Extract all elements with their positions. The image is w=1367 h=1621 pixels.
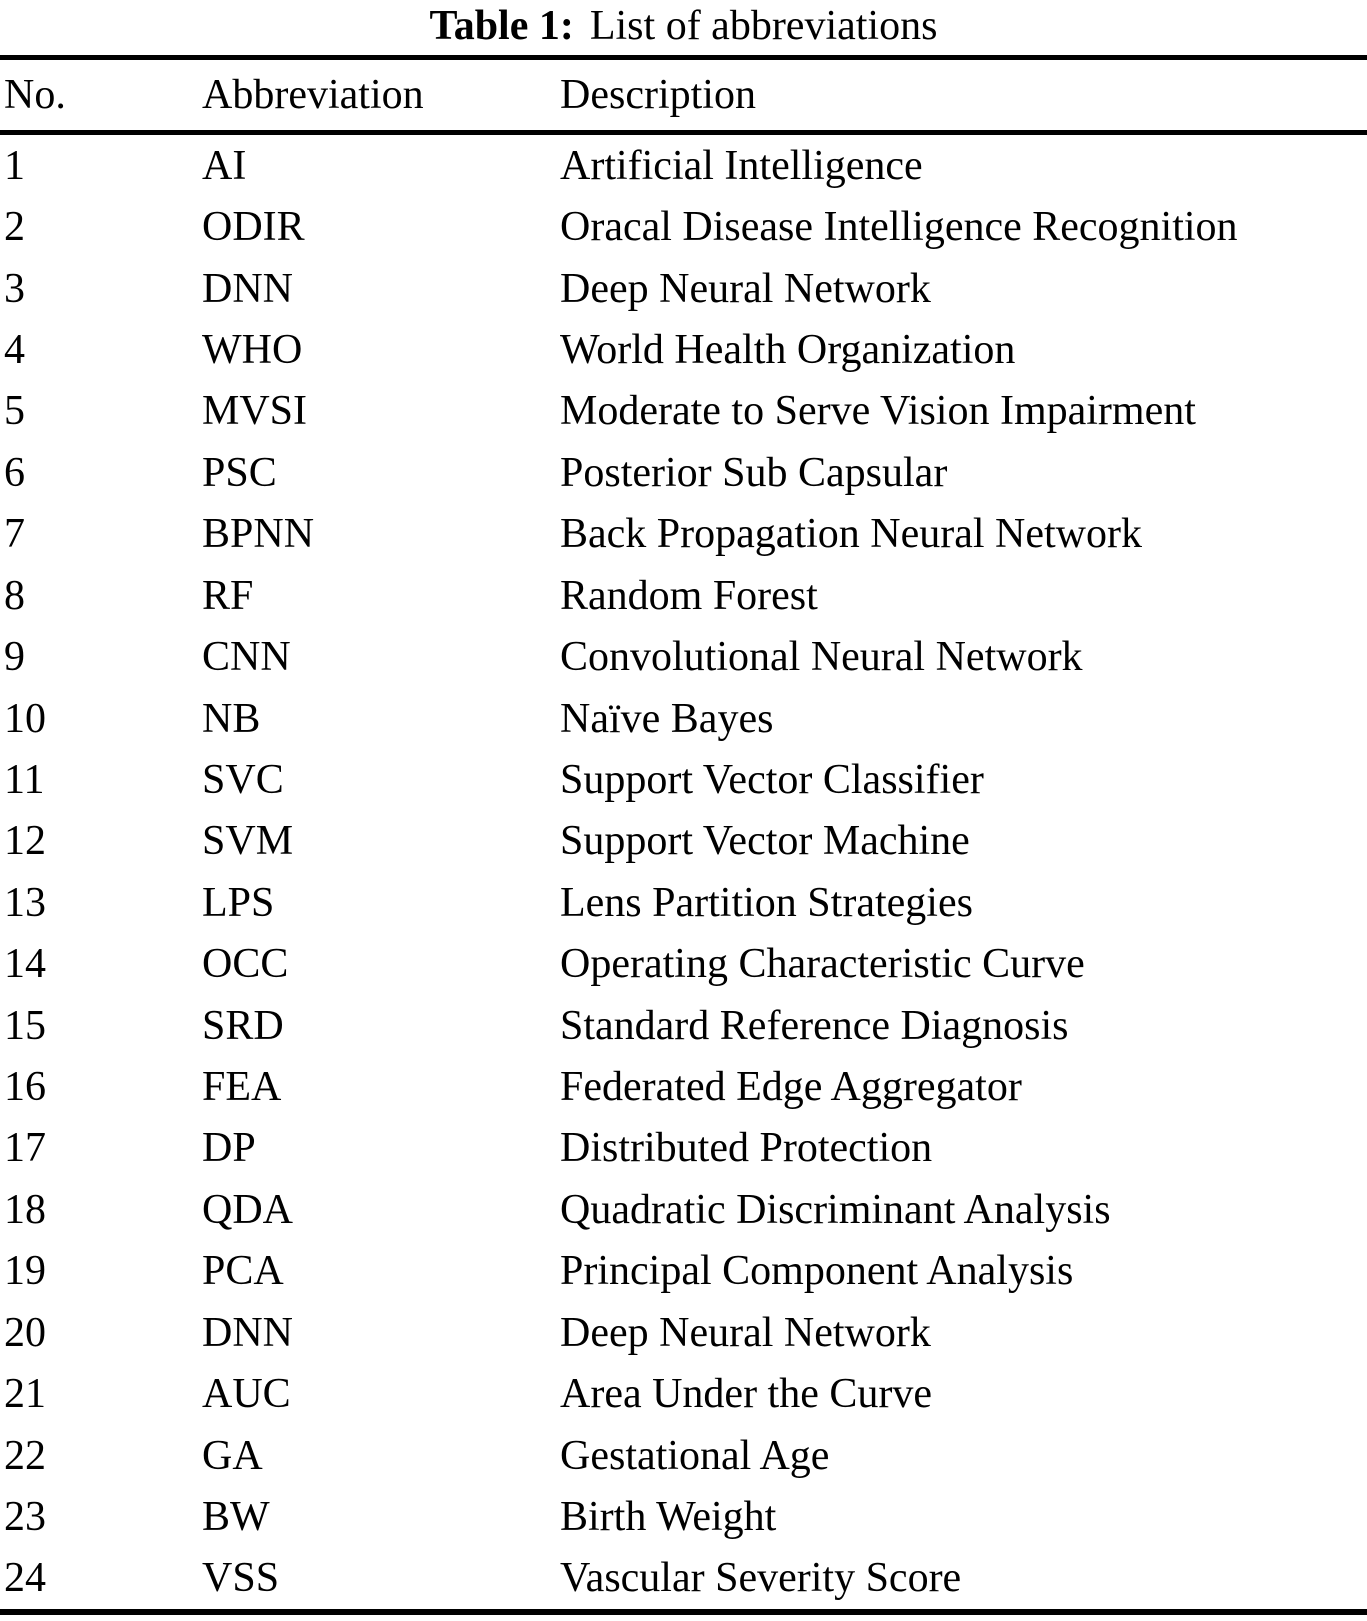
row-description: Convolutional Neural Network (560, 634, 1083, 681)
table-row (0, 1548, 1367, 1609)
header-no: No. (4, 72, 66, 118)
row-no: 11 (4, 756, 45, 803)
table-caption-label: Table 1: (429, 3, 574, 49)
row-description: Lens Partition Strategies (560, 879, 973, 926)
row-description: Support Vector Machine (560, 818, 970, 865)
row-description: Back Propagation Neural Network (560, 511, 1142, 558)
row-abbreviation: SVM (202, 818, 294, 865)
table-row (0, 258, 1367, 319)
row-abbreviation: QDA (202, 1186, 293, 1233)
table-body (0, 135, 1367, 1609)
table-row (0, 688, 1367, 749)
table-row (0, 749, 1367, 810)
table-row (0, 319, 1367, 380)
row-no: 24 (4, 1555, 46, 1602)
row-abbreviation: NB (202, 695, 261, 742)
row-no: 12 (4, 818, 46, 865)
row-no: 19 (4, 1248, 46, 1295)
row-no: 2 (4, 204, 25, 251)
table-row (0, 1302, 1367, 1363)
row-abbreviation: ODIR (202, 204, 305, 251)
row-no: 5 (4, 388, 25, 435)
row-no: 9 (4, 634, 25, 681)
row-abbreviation: AI (202, 142, 247, 189)
row-description: Deep Neural Network (560, 1309, 931, 1356)
row-no: 13 (4, 879, 46, 926)
table-row (0, 933, 1367, 994)
row-abbreviation: FEA (202, 1064, 282, 1111)
table-row (0, 1118, 1367, 1179)
row-description: Federated Edge Aggregator (560, 1064, 1022, 1111)
row-abbreviation: AUC (202, 1371, 291, 1418)
row-no: 8 (4, 572, 25, 619)
row-no: 20 (4, 1309, 46, 1356)
row-description: Birth Weight (560, 1493, 777, 1540)
row-description: Random Forest (560, 572, 818, 619)
row-no: 1 (4, 142, 25, 189)
row-description: Operating Characteristic Curve (560, 941, 1085, 988)
row-description: Quadratic Discriminant Analysis (560, 1186, 1111, 1233)
row-description: Distributed Protection (560, 1125, 933, 1172)
table-row (0, 811, 1367, 872)
row-no: 6 (4, 449, 25, 496)
row-abbreviation: DP (202, 1125, 256, 1172)
row-abbreviation: LPS (202, 879, 275, 926)
table-row (0, 1363, 1367, 1424)
row-description: Standard Reference Diagnosis (560, 1002, 1069, 1049)
row-no: 21 (4, 1371, 46, 1418)
row-abbreviation: CNN (202, 634, 291, 681)
row-description: Naïve Bayes (560, 695, 774, 742)
table-row (0, 504, 1367, 565)
row-description: Area Under the Curve (560, 1371, 933, 1418)
row-description: Support Vector Classifier (560, 756, 984, 803)
table-header-row (0, 60, 1367, 130)
table-row (0, 626, 1367, 687)
table-row (0, 196, 1367, 257)
row-abbreviation: RF (202, 572, 254, 619)
row-no: 7 (4, 511, 25, 558)
table-row (0, 995, 1367, 1056)
row-no: 23 (4, 1493, 46, 1540)
row-description: Moderate to Serve Vision Impairment (560, 388, 1196, 435)
table-row (0, 135, 1367, 196)
header-description: Description (560, 72, 756, 118)
row-abbreviation: GA (202, 1432, 263, 1479)
row-abbreviation: WHO (202, 326, 303, 373)
table-row (0, 872, 1367, 933)
row-abbreviation: PCA (202, 1248, 284, 1295)
table-row (0, 381, 1367, 442)
row-abbreviation: OCC (202, 941, 289, 988)
bottom-rule (0, 1609, 1367, 1615)
row-abbreviation: SRD (202, 1002, 284, 1049)
table-row (0, 1425, 1367, 1486)
table-caption-text: List of abbreviations (589, 3, 938, 49)
row-abbreviation: VSS (202, 1555, 280, 1602)
row-description: Gestational Age (560, 1432, 830, 1479)
row-no: 15 (4, 1002, 46, 1049)
row-description: Principal Component Analysis (560, 1248, 1074, 1295)
row-description: World Health Organization (560, 326, 1016, 373)
table-row (0, 1056, 1367, 1117)
row-no: 17 (4, 1125, 46, 1172)
table-row (0, 1241, 1367, 1302)
row-description: Oracal Disease Intelligence Recognition (560, 204, 1238, 251)
row-description: Deep Neural Network (560, 265, 931, 312)
row-description: Artificial Intelligence (560, 142, 923, 189)
row-no: 4 (4, 326, 25, 373)
row-abbreviation: BPNN (202, 511, 315, 558)
table-row (0, 565, 1367, 626)
row-abbreviation: DNN (202, 265, 293, 312)
table-row (0, 1179, 1367, 1240)
row-abbreviation: PSC (202, 449, 277, 496)
header-abbreviation: Abbreviation (202, 72, 424, 118)
table-row (0, 442, 1367, 503)
row-description: Posterior Sub Capsular (560, 449, 948, 496)
row-no: 22 (4, 1432, 46, 1479)
row-no: 3 (4, 265, 25, 312)
table-caption (0, 0, 1367, 55)
row-no: 18 (4, 1186, 46, 1233)
row-description: Vascular Severity Score (560, 1555, 962, 1602)
row-abbreviation: SVC (202, 756, 284, 803)
row-abbreviation: BW (202, 1493, 270, 1540)
row-abbreviation: MVSI (202, 388, 308, 435)
table-row (0, 1486, 1367, 1547)
row-abbreviation: DNN (202, 1309, 293, 1356)
row-no: 16 (4, 1064, 46, 1111)
row-no: 14 (4, 941, 46, 988)
row-no: 10 (4, 695, 46, 742)
